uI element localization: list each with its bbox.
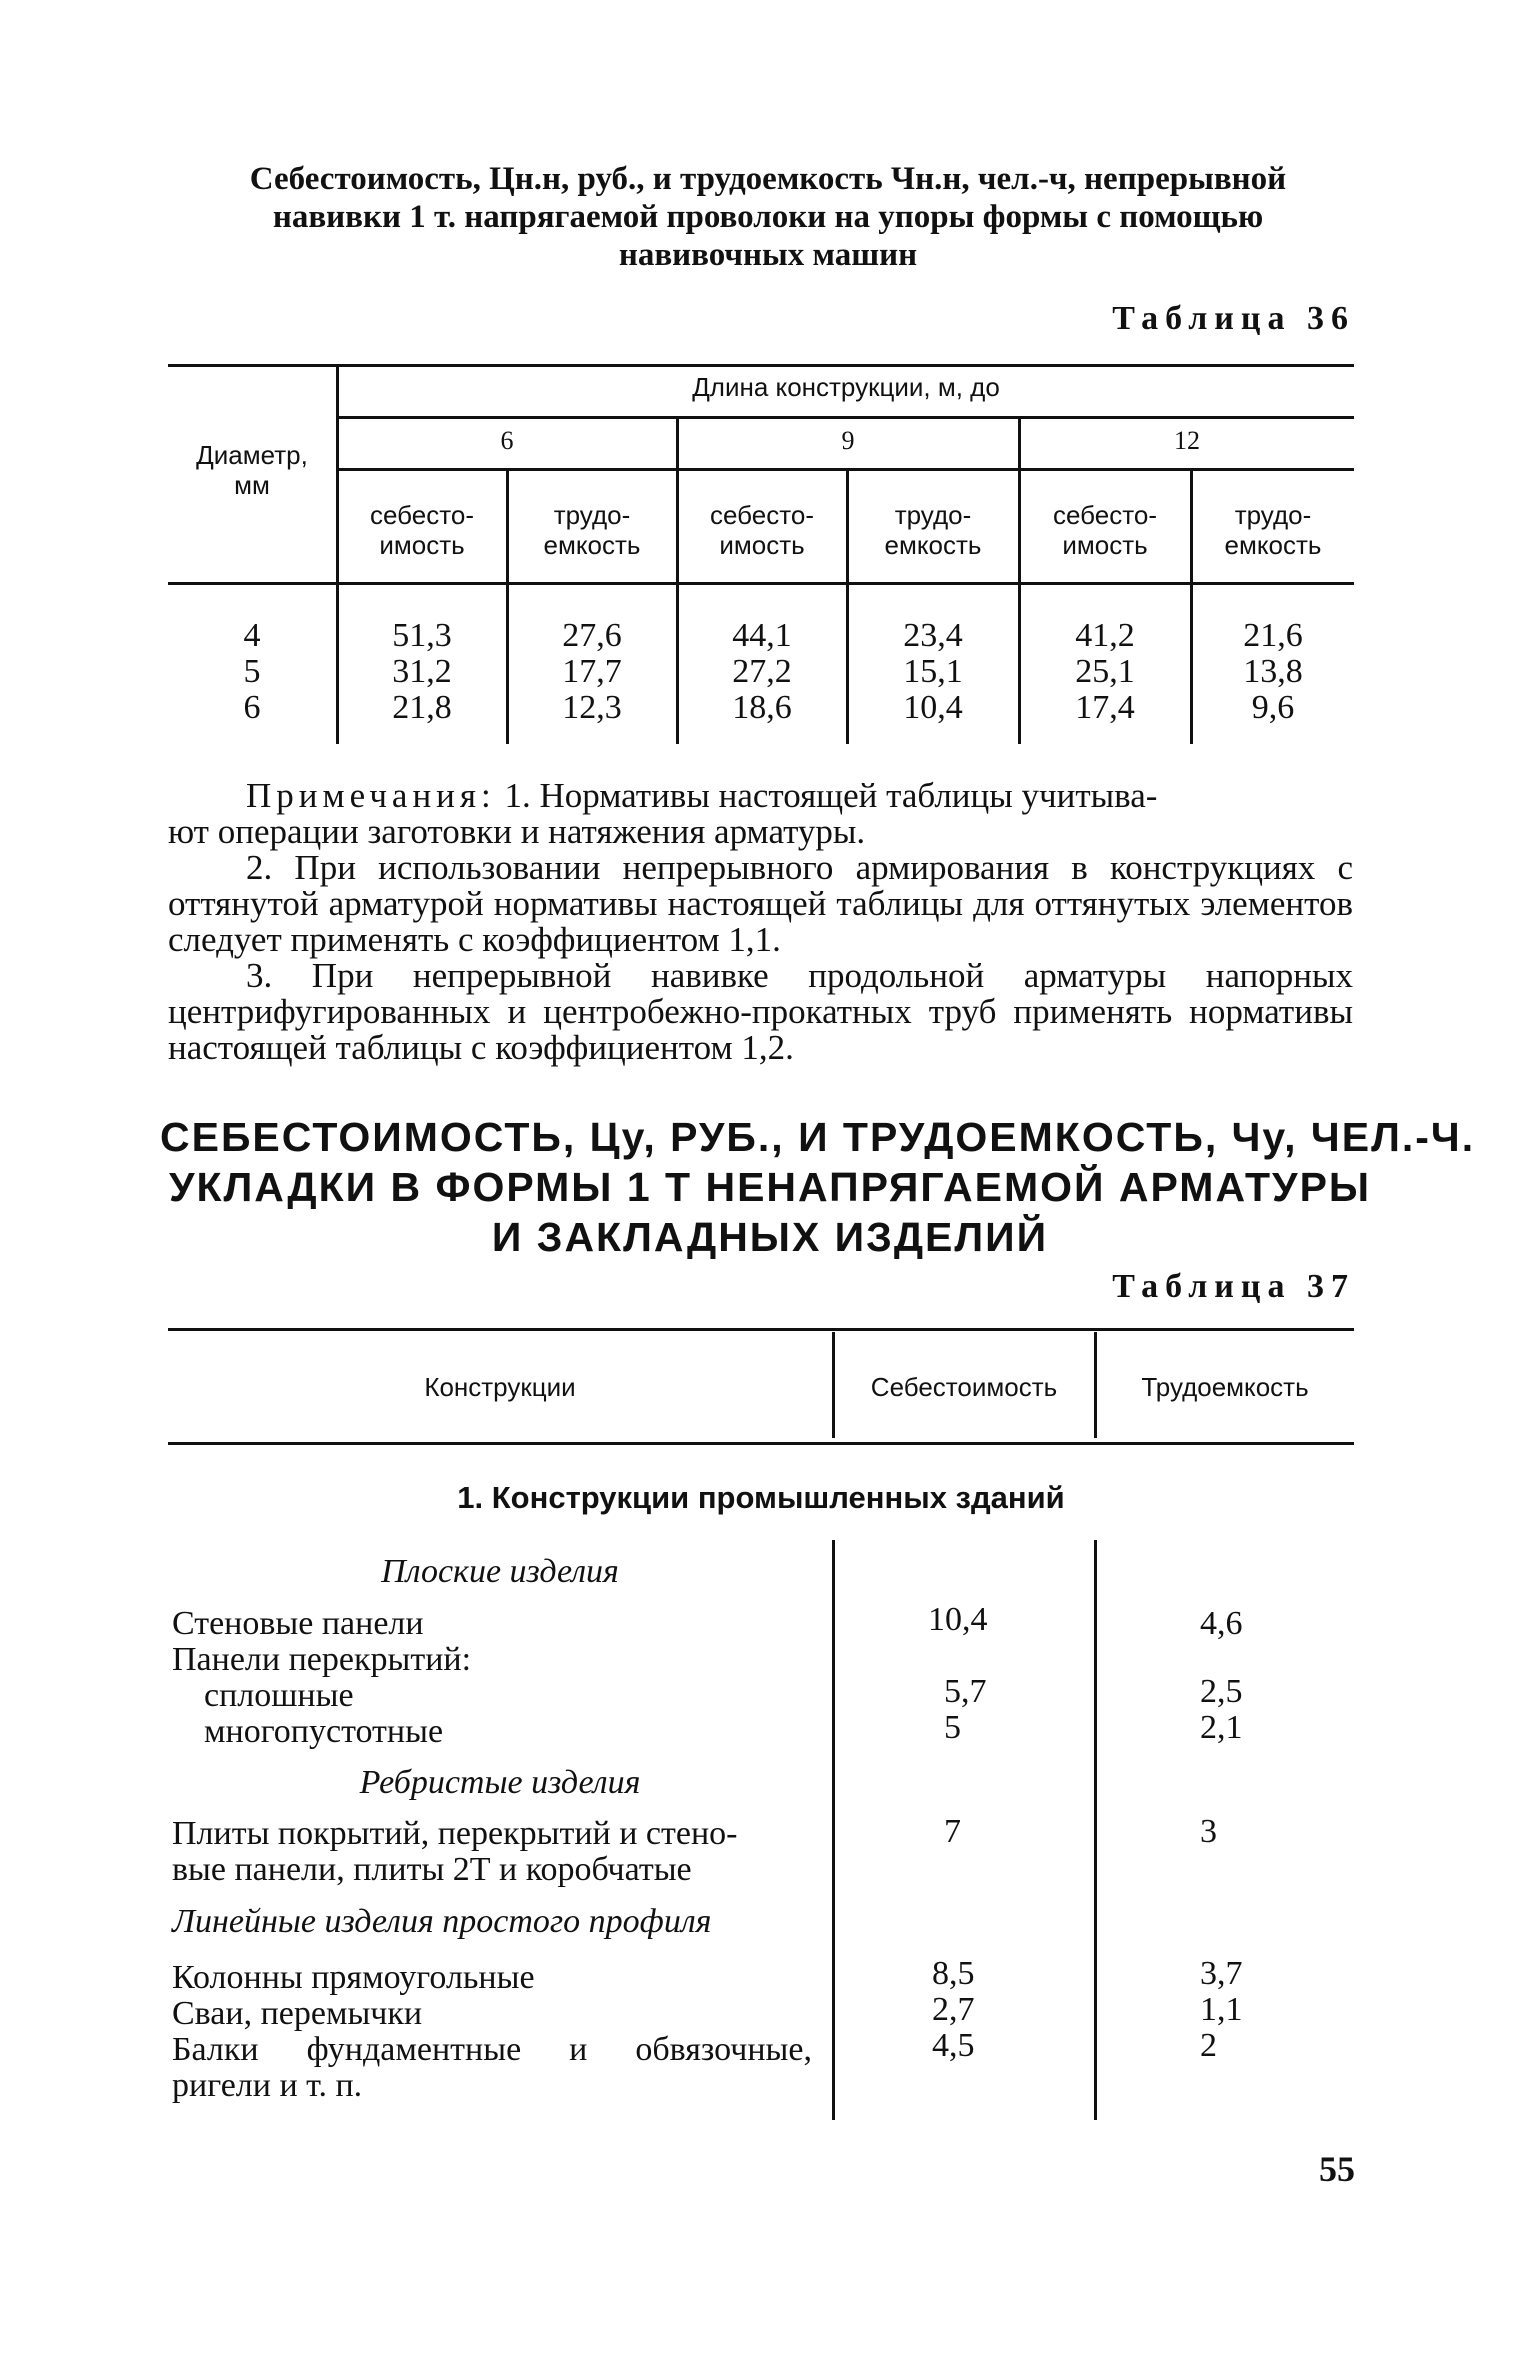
subheading-flat: Плоские изделия	[381, 1553, 619, 1590]
table-cell: 27,6	[562, 617, 622, 654]
note-2: 2. При использовании непрерывного армирования в конструкциях с оттянутой арматурой нормативы настоящей таблицы для оттянутых элементов следует применять с коэффициентом 1,1.	[168, 848, 1353, 959]
table-37-title	[160, 1112, 1476, 1262]
labor-value: 2,5	[1200, 1673, 1243, 1710]
table-cell: 17,7	[562, 653, 622, 690]
table-36-caption	[168, 160, 1368, 274]
table-cell: 41,2	[1075, 617, 1135, 654]
table-cell: 6	[243, 689, 261, 726]
note-1: Примечания: 1. Нормативы настоящей таблицы учитыва-	[246, 776, 1158, 815]
length-9: 9	[841, 426, 855, 455]
length-12: 12	[1174, 426, 1200, 455]
table-cell: 10,4	[903, 689, 963, 726]
table-cell: 25,1	[1075, 653, 1135, 690]
caption-line: Себестоимость, Цн.н, руб., и трудоемкость Чн.н, чел.-ч, непрерывной	[249, 161, 1287, 197]
row-label: многопустотные	[204, 1713, 444, 1750]
table-cell: 51,3	[392, 617, 452, 654]
row-label: Колонны прямоугольные	[172, 1959, 535, 1996]
row-label: сплошные	[204, 1677, 354, 1714]
row-label: Плиты покрытий, перекрытий и стено-	[172, 1815, 738, 1852]
table-cell: 21,6	[1243, 617, 1303, 654]
table-cell: 18,6	[732, 689, 792, 726]
table-cell: 12,3	[562, 689, 622, 726]
column-header-cost: Себестоимость	[870, 1372, 1058, 1402]
title-line: УКЛАДКИ В ФОРМЫ 1 Т НЕНАПРЯГАЕМОЙ АРМАТУРЫ	[168, 1164, 1372, 1210]
cost-value: 10,4	[928, 1601, 988, 1638]
table-cell: 21,8	[392, 689, 452, 726]
notes-heading: Примечания:	[246, 776, 496, 815]
labor-value: 3	[1200, 1813, 1217, 1850]
length-header: Длина конструкции, м, до	[692, 372, 1000, 402]
cost-value: 5	[944, 1709, 961, 1746]
title-line: И ЗАКЛАДНЫХ ИЗДЕЛИЙ	[491, 1214, 1049, 1260]
cost-value: 8,5	[932, 1955, 975, 1992]
row-label: Сваи, перемычки	[172, 1995, 423, 2032]
labor-header: трудо- емкость	[543, 500, 641, 560]
row-label: ригели и т. п.	[172, 2067, 363, 2104]
row-label: Панели перекрытий:	[172, 1641, 472, 1678]
cost-value: 7	[944, 1813, 961, 1850]
note-3: 3. При непрерывной навивке продольной арматуры напорных центрифугированных и центробежно-прокатных труб применять нормативы настоящей таблицы с коэффициентом 1,2.	[168, 956, 1353, 1067]
table-37-label: Таблица 37	[1112, 1268, 1355, 1305]
column-header-labor: Трудоемкость	[1141, 1372, 1309, 1402]
cost-value: 5,7	[944, 1673, 987, 1710]
table-cell: 9,6	[1251, 689, 1295, 726]
subheading-ribbed: Ребристые изделия	[359, 1764, 641, 1801]
table-cell: 31,2	[392, 653, 452, 690]
cost-header: себесто- имость	[370, 500, 474, 560]
table-cell: 44,1	[732, 617, 792, 654]
labor-header: трудо- емкость	[884, 500, 982, 560]
row-label: Стеновые панели	[172, 1605, 424, 1642]
labor-value: 1,1	[1200, 1991, 1243, 2028]
table-cell: 15,1	[903, 653, 963, 690]
notes	[168, 778, 1353, 1066]
diameter-header: Диаметр,	[196, 440, 308, 470]
table-cell: 13,8	[1243, 653, 1303, 690]
table-cell: 27,2	[732, 653, 792, 690]
cost-header: себесто- имость	[1053, 500, 1157, 560]
cost-value: 4,5	[932, 2027, 975, 2064]
table-cell: 5	[243, 653, 261, 690]
page-number: 55	[1319, 2149, 1355, 2189]
labor-value: 2,1	[1200, 1709, 1243, 1746]
cost-value: 2,7	[932, 1991, 975, 2028]
caption-line: навивочных машин	[618, 237, 918, 273]
column-header-construction: Конструкции	[424, 1372, 576, 1402]
table-cell: 23,4	[903, 617, 963, 654]
length-6: 6	[500, 426, 514, 455]
labor-value: 4,6	[1200, 1605, 1243, 1642]
subheading-linear: Линейные изделия простого профиля	[172, 1903, 712, 1940]
title-line: СЕБЕСТОИМОСТЬ, Цу, РУБ., И ТРУДОЕМКОСТЬ, Чу, ЧЕЛ.-Ч.	[160, 1114, 1476, 1160]
row-label: Балки фундаментные и обвязочные,	[172, 2031, 812, 2068]
labor-header: трудо- емкость	[1224, 500, 1322, 560]
table-36-label: Таблица 36	[1112, 300, 1355, 337]
note-1-continued: ют операции заготовки и натяжения арматуры.	[168, 812, 866, 851]
cost-header: себесто- имость	[710, 500, 814, 560]
section-heading: 1. Конструкции промышленных зданий	[457, 1480, 1065, 1515]
table-cell: 17,4	[1075, 689, 1135, 726]
row-label: вые панели, плиты 2Т и коробчатые	[172, 1851, 692, 1888]
diameter-unit: мм	[234, 470, 270, 500]
labor-value: 3,7	[1200, 1955, 1243, 1992]
caption-line: навивки 1 т. напрягаемой проволоки на упоры формы с помощью	[272, 199, 1264, 235]
labor-value: 2	[1200, 2027, 1217, 2064]
table-cell: 4	[243, 617, 261, 654]
